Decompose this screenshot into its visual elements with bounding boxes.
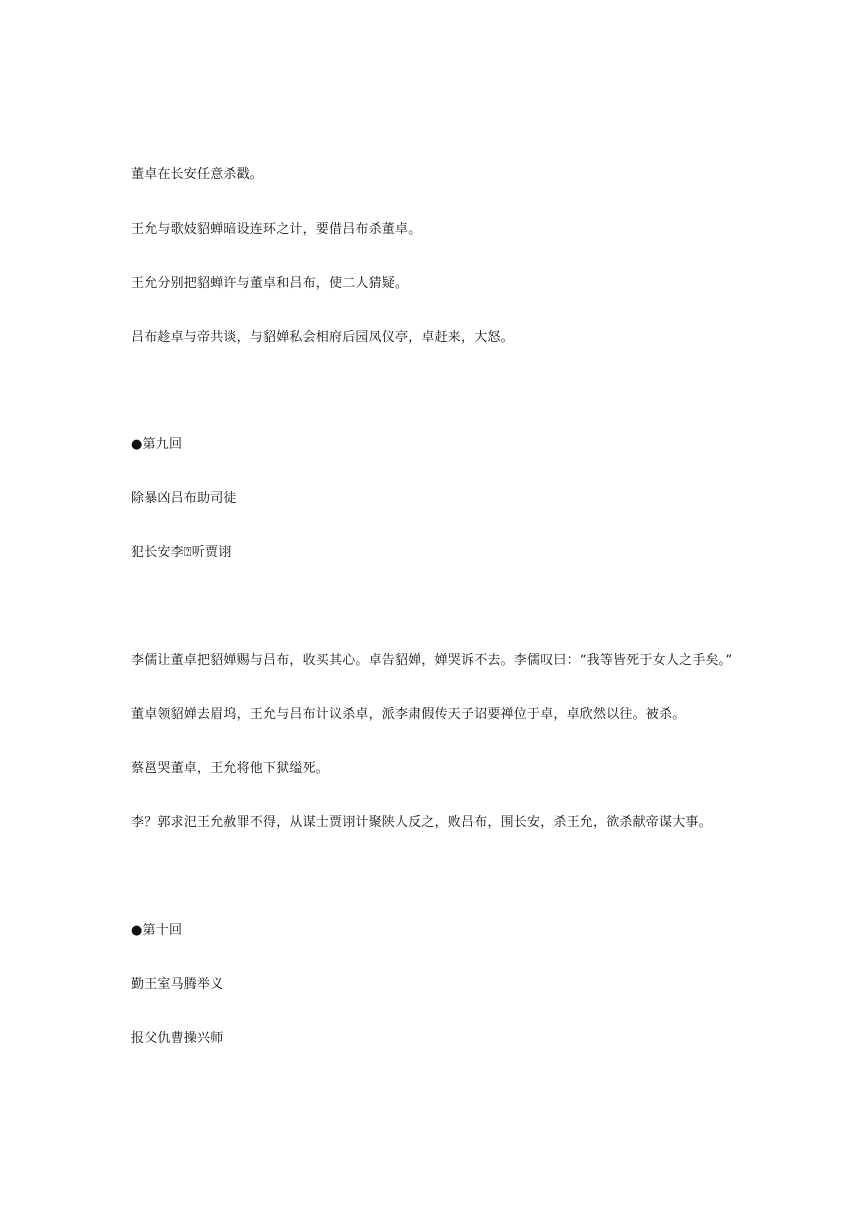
paragraph: 董卓领貂婵去眉坞，王允与吕布计议杀卓，派李肃假传天子诏要禅位于卓，卓欣然以往。被杀。 — [131, 707, 686, 722]
chapter-title-line: 勤王室马腾举义 — [131, 977, 224, 992]
paragraph: 蔡邕哭董卓，王允将他下狱缢死。 — [131, 761, 330, 776]
paragraph: 王允分别把貂蝉许与董卓和吕布，使二人猜疑。 — [131, 276, 409, 291]
paragraph: 吕布趁卓与帝共谈，与貂婵私会相府后园凤仪亭，卓赶来，大怒。 — [131, 330, 514, 345]
paragraph: 董卓在长安任意杀戳。 — [131, 167, 264, 182]
chapter-heading: ●第十回 — [131, 923, 183, 938]
chapter-heading: ●第九回 — [131, 437, 183, 452]
paragraph: 李儒让董卓把貂婵赐与吕布，收买其心。卓告貂婵，婵哭诉不去。李儒叹曰：“我等皆死于女人之手矣。” — [131, 653, 733, 668]
paragraph: 李？郭求汜王允赦罪不得，从谋士贾诩计聚陕人反之，败吕布，围长安，杀王允，欲杀献帝谋大事。 — [131, 815, 712, 830]
chapter-title-line: 犯长安李⍰听贾诩 — [131, 545, 232, 560]
paragraph: 王允与歌妓貂蝉暗设连环之计，要借吕布杀董卓。 — [131, 222, 422, 237]
chapter-title-line: 除暴凶吕布助司徒 — [131, 491, 237, 506]
chapter-title-line: 报父仇曹操兴师 — [131, 1031, 224, 1046]
